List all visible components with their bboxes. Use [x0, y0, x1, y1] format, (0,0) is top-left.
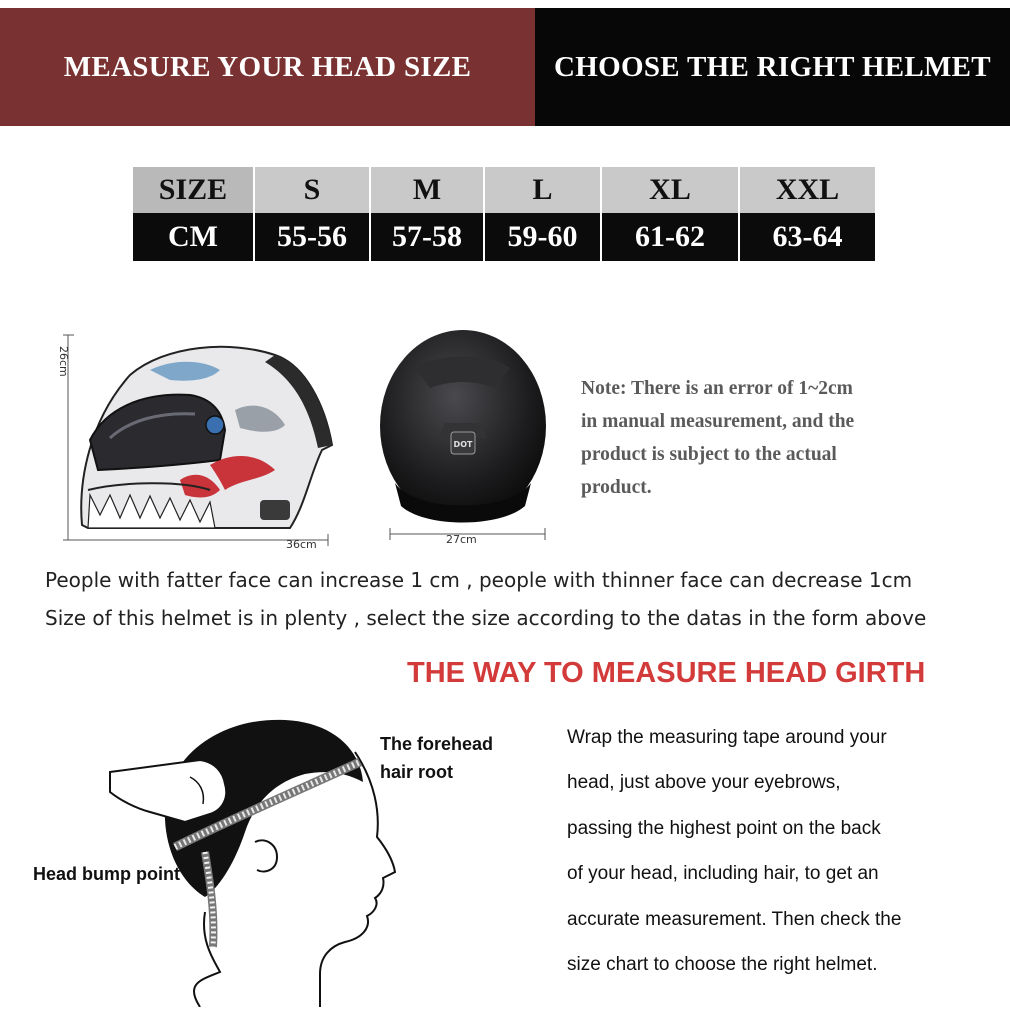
size-row: [133, 167, 875, 213]
note-line-2: in manual measurement, and the: [581, 411, 855, 432]
head-girth-title: THE WAY TO MEASURE HEAD GIRTH: [407, 657, 926, 689]
cm-cell-s: 55-56: [254, 213, 370, 261]
head-measuring-illustration: [105, 712, 405, 1007]
banner-left-text: MEASURE YOUR HEAD SIZE: [63, 50, 472, 83]
helmet-length-dimension: 36cm: [286, 538, 317, 551]
helmet-height-dimension: 26cm: [57, 346, 70, 377]
instruction-line-1: Wrap the measuring tape around your: [567, 727, 887, 748]
size-cell-xxl: XXL: [739, 167, 875, 213]
banner-right-text: CHOOSE THE RIGHT HELMET: [554, 50, 991, 83]
forehead-label-line-1: The forehead: [380, 734, 494, 754]
note-line-3: product is subject to the actual: [581, 444, 837, 465]
instruction-line-6: size chart to choose the right helmet.: [567, 954, 878, 976]
helmet-width-dimension: 27cm: [446, 533, 477, 546]
fit-note-line-1: People with fatter face can increase 1 cm , people with thinner face can decrease 1cm: [45, 568, 913, 592]
helmet-front-view-image: [375, 328, 555, 543]
size-cell-s: S: [254, 167, 370, 213]
cm-header-cell: CM: [133, 213, 254, 261]
head-bump-label: Head bump point: [33, 864, 180, 884]
instruction-line-5: accurate measurement. Then check the: [567, 908, 902, 930]
cm-row: [133, 213, 875, 261]
note-line-1: Note: There is an error of 1~2cm: [581, 378, 853, 399]
dot-badge-text: DOT: [453, 440, 473, 449]
fit-note-line-2: Size of this helmet is in plenty , select the size according to the datas in the form above: [45, 606, 927, 630]
instruction-line-3: passing the highest point on the back: [567, 817, 881, 839]
size-header-cell: SIZE: [133, 167, 254, 213]
size-cell-xl: XL: [601, 167, 739, 213]
banner-choose-helmet: [535, 8, 1010, 126]
cm-cell-m: 57-58: [370, 213, 484, 261]
size-chart-table: [133, 167, 875, 261]
cm-cell-xxl: 63-64: [739, 213, 875, 261]
size-cell-l: L: [484, 167, 601, 213]
measuring-instructions: [567, 715, 987, 987]
note-line-4: product.: [581, 477, 652, 498]
instruction-line-2: head, just above your eyebrows,: [567, 772, 841, 794]
instruction-line-4: of your head, including hair, to get an: [567, 863, 879, 885]
size-cell-m: M: [370, 167, 484, 213]
measurement-note: [581, 372, 961, 504]
cm-cell-l: 59-60: [484, 213, 601, 261]
helmet-side-view-image: [60, 330, 350, 560]
banner-measure-head-size: [0, 8, 535, 126]
forehead-label-line-2: hair root: [380, 762, 454, 782]
cm-cell-xl: 61-62: [601, 213, 739, 261]
